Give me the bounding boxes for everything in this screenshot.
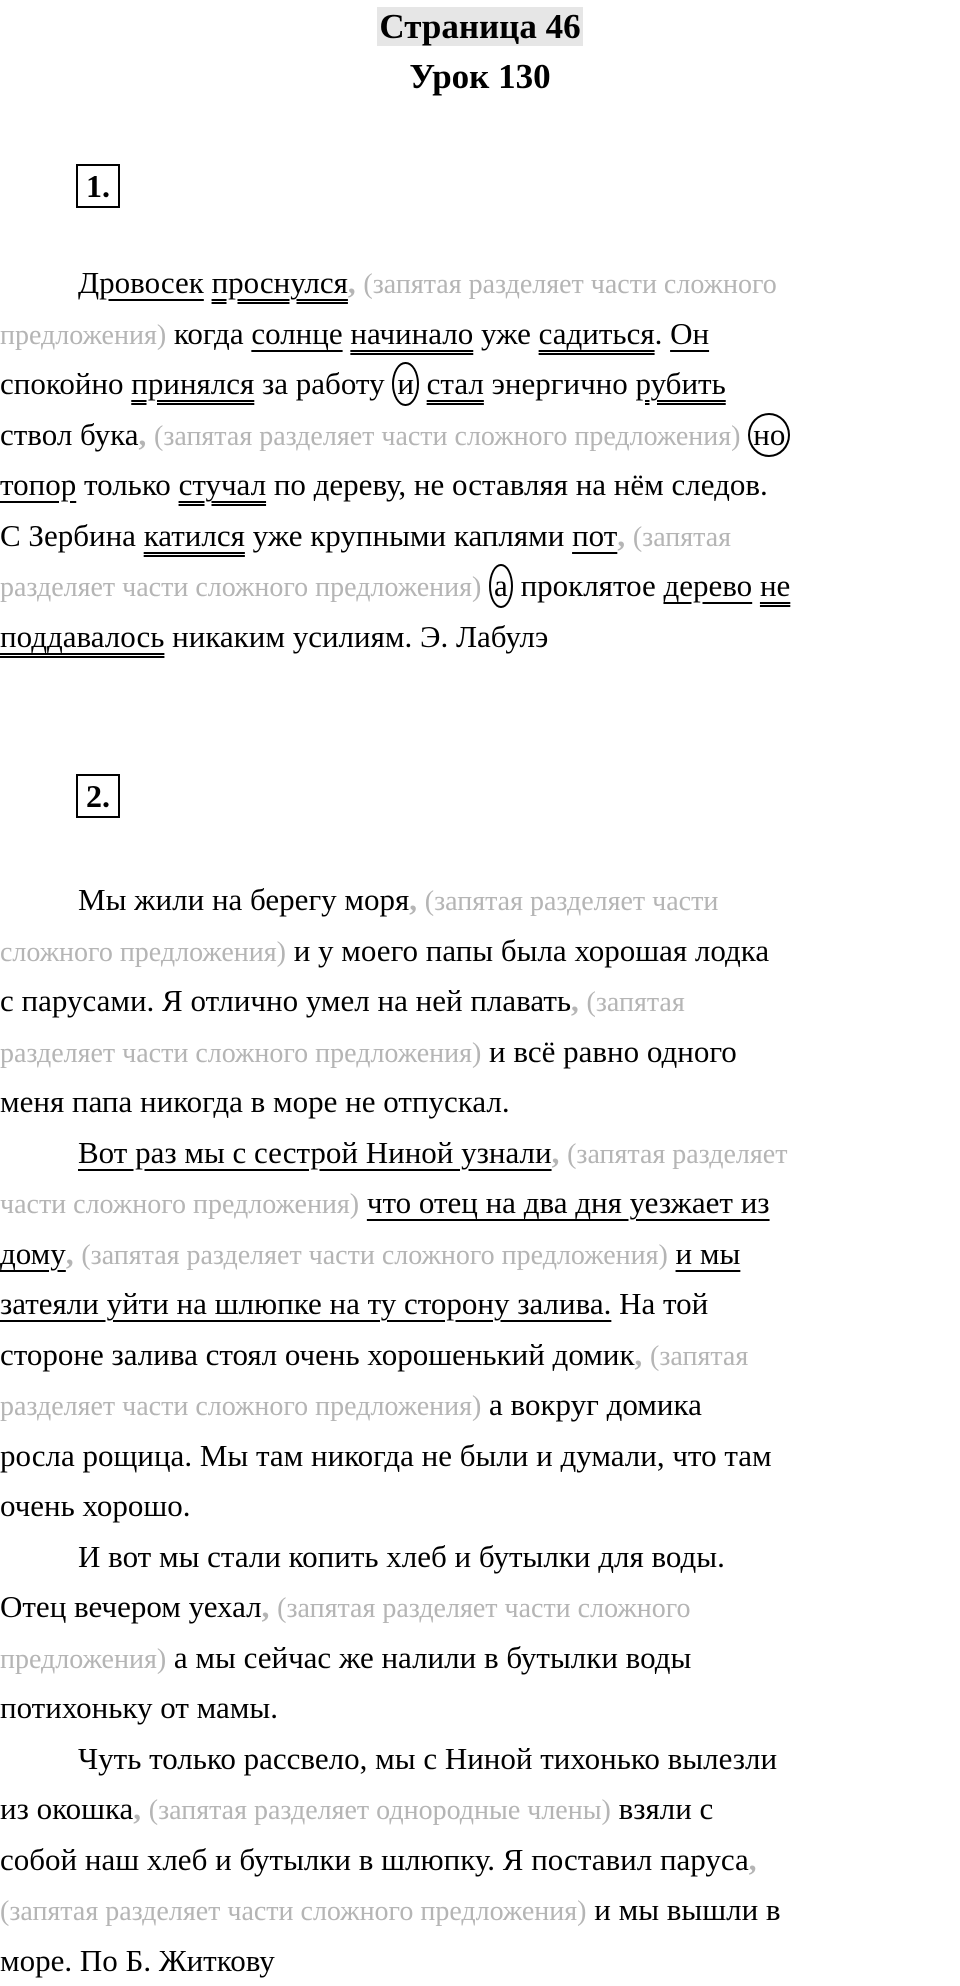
underlined-clause: Вот раз мы с сестрой Ниной узнали (78, 1135, 552, 1170)
text-line: И вот мы стали копить хлеб и бутылки для воды. (0, 1532, 960, 1583)
text-line: предложения) а мы сейчас же налили в бутылки воды (0, 1633, 960, 1684)
text-line: затеяли уйти на шлюпке на ту сторону залива. На той (0, 1279, 960, 1330)
text-line: Отец вечером уехал, (запятая разделяет части сложного (0, 1582, 960, 1633)
text-line: (запятая разделяет части сложного предложения) и мы вышли в (0, 1885, 960, 1936)
text-line: ствол бука, (запятая разделяет части сложного предложения) но (0, 410, 960, 461)
comma-mark: , (262, 1589, 270, 1624)
text-line: поддавалось никаким усилиям. Э. Лабулэ (0, 612, 960, 663)
predicate-word: садиться (539, 316, 655, 351)
comma-mark: , (552, 1135, 560, 1170)
underlined-clause: что отец на два дня уезжает из (367, 1185, 770, 1220)
task-number-1: 1. (76, 164, 120, 208)
grammar-note: (запятая разделяет однородные члены) (149, 1795, 611, 1826)
text-line: С Зербина катился уже крупными каплями пот, (запятая (0, 511, 960, 562)
text-line: росла рощица. Мы там никогда не были и думали, что там (0, 1431, 960, 1482)
underlined-clause: и мы (676, 1236, 741, 1271)
grammar-note: (запятая разделяет (567, 1139, 787, 1170)
underlined-clause: дому (0, 1236, 66, 1271)
grammar-note: (запятая разделяет части сложного (363, 269, 776, 300)
grammar-note: (запятая (587, 987, 685, 1018)
circled-conjunction: но (748, 413, 790, 457)
comma-mark: , (617, 518, 625, 553)
text-line: предложения) когда солнце начинало уже садиться. Он (0, 309, 960, 360)
text-line: меня папа никогда в море не отпускал. (0, 1077, 960, 1128)
text-line (0, 1128, 960, 1179)
grammar-note: (запятая разделяет части сложного предложения) (81, 1240, 667, 1271)
text-line: потихоньку от мамы. (0, 1683, 960, 1734)
text-line: из окошка, (запятая разделяет однородные члены) взяли с (0, 1784, 960, 1835)
text-line: собой наш хлеб и бутылки в шлюпку. Я поставил паруса, (0, 1835, 960, 1886)
lesson-title: Урок 130 (0, 52, 960, 102)
circled-conjunction: и (392, 362, 419, 406)
comma-mark: , (635, 1337, 643, 1372)
grammar-note: части сложного предложения) (0, 1189, 359, 1220)
page-header (0, 2, 960, 102)
grammar-note: (запятая (633, 522, 731, 553)
grammar-note: предложения) (0, 1644, 166, 1675)
predicate-word: не (760, 568, 790, 603)
text-line: спокойно принялся за работу и стал энергично рубить (0, 359, 960, 410)
predicate-word: начинало (350, 316, 473, 351)
predicate-word: поддавалось (0, 619, 164, 654)
comma-mark: , (348, 265, 356, 300)
text-line: с парусами. Я отлично умел на ней плавать, (запятая (0, 976, 960, 1027)
comma-mark: , (749, 1842, 757, 1877)
grammar-note: разделяет части сложного предложения) (0, 1038, 481, 1069)
task1-text (0, 258, 960, 662)
grammar-note: разделяет части сложного предложения) (0, 572, 481, 603)
text-line: море. По Б. Житкову (0, 1936, 960, 1986)
text-line: Чуть только рассвело, мы с Ниной тихонько вылезли (0, 1734, 960, 1785)
comma-mark: , (66, 1236, 74, 1271)
task2-text (0, 875, 960, 1986)
text-line: Мы жили на берегу моря, (запятая разделяет части (0, 875, 960, 926)
grammar-note: (запятая разделяет части сложного предложения) (0, 1896, 586, 1927)
grammar-note: (запятая разделяет части сложного (277, 1593, 690, 1624)
predicate-word: рубить (636, 366, 726, 401)
text-line: очень хорошо. (0, 1481, 960, 1532)
subject-word: топор (0, 467, 76, 502)
text-line (0, 258, 960, 309)
text-line (0, 1229, 960, 1280)
predicate-word: стучал (179, 467, 267, 502)
grammar-note: разделяет части сложного предложения) (0, 1391, 481, 1422)
comma-mark: , (139, 417, 147, 452)
comma-mark: , (571, 983, 579, 1018)
subject-word: дерево (663, 568, 752, 603)
subject-word: Дровосек (78, 265, 204, 300)
comma-mark: , (133, 1791, 141, 1826)
predicate-word: катился (144, 518, 245, 553)
page-title: Страница 46 (377, 7, 582, 46)
predicate-word: проснулся (212, 265, 348, 300)
text-line: разделяет части сложного предложения) а проклятое дерево не (0, 561, 960, 612)
grammar-note: (запятая (650, 1341, 748, 1372)
text-line: сложного предложения) и у моего папы была хорошая лодка (0, 926, 960, 977)
text-line: стороне залива стоял очень хорошенький домик, (запятая (0, 1330, 960, 1381)
text-line (0, 1178, 960, 1229)
subject-word: Он (670, 316, 709, 351)
grammar-note: (запятая разделяет части сложного предложения) (154, 421, 740, 452)
task-number-2: 2. (76, 774, 120, 818)
circled-conjunction: а (489, 564, 513, 608)
predicate-word: стал (427, 366, 484, 401)
grammar-note: предложения) (0, 320, 166, 351)
subject-word: солнце (251, 316, 342, 351)
text-line: разделяет части сложного предложения) и всё равно одного (0, 1027, 960, 1078)
grammar-note: сложного предложения) (0, 937, 286, 968)
subject-word: пот (572, 518, 617, 553)
comma-mark: , (409, 882, 417, 917)
underlined-clause: затеяли уйти на шлюпке на ту сторону залива. (0, 1286, 611, 1321)
text-line: разделяет части сложного предложения) а вокруг домика (0, 1380, 960, 1431)
text-line: топор только стучал по дереву, не оставляя на нём следов. (0, 460, 960, 511)
grammar-note: (запятая разделяет части (425, 886, 719, 917)
predicate-word: принялся (131, 366, 254, 401)
